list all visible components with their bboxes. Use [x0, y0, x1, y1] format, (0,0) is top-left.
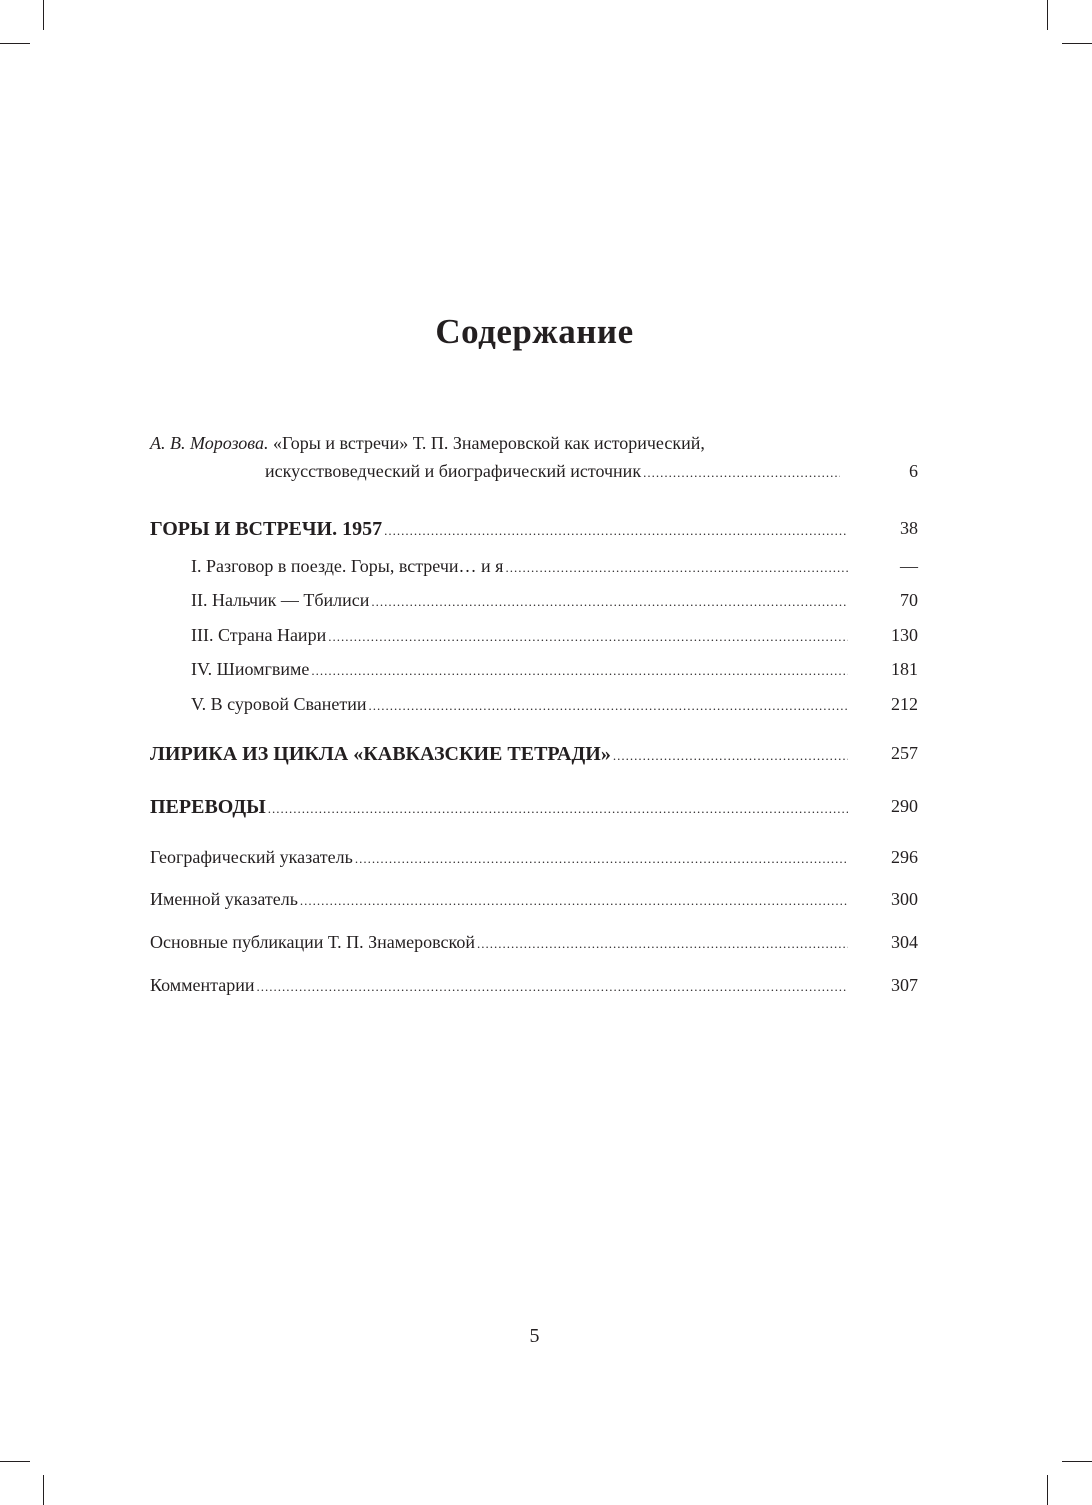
leader-dots — [371, 594, 848, 610]
toc-entry — [150, 694, 918, 724]
toc-entry — [150, 889, 918, 919]
crop-mark — [1047, 1475, 1048, 1505]
leader-dots — [643, 465, 840, 481]
toc-entry-label: ЛИРИКА ИЗ ЦИКЛА «КАВКАЗСКИЕ ТЕТРАДИ» — [150, 743, 611, 765]
leader-dots — [477, 936, 848, 952]
crop-mark — [0, 1461, 30, 1462]
crop-mark — [43, 0, 44, 30]
toc-entry — [150, 518, 918, 548]
toc-entry-label: ПЕРЕВОДЫ — [150, 796, 266, 818]
toc-entry-page: 38 — [900, 518, 918, 538]
toc-entry-page: 300 — [891, 889, 918, 909]
toc-entry-page: 257 — [891, 743, 918, 763]
toc-entry — [150, 932, 918, 962]
toc-intro-title: «Горы и встречи» Т. П. Знамеровской как исторический, — [272, 433, 705, 453]
toc-entry-label: Географический указатель — [150, 847, 353, 867]
toc-intro-author: А. В. Морозова. — [150, 433, 269, 453]
toc-entry — [150, 796, 918, 826]
toc-intro-entry — [150, 433, 920, 481]
toc-entry-label: I. Разговор в поезде. Горы, встречи… и я — [191, 556, 504, 576]
leader-dots — [328, 629, 848, 645]
toc-intro-line1 — [150, 433, 920, 454]
toc-entry-page: 70 — [900, 590, 918, 610]
toc-entry-page: 130 — [891, 625, 918, 645]
leader-dots — [311, 663, 848, 679]
crop-mark — [43, 1475, 44, 1505]
toc-entry — [150, 847, 918, 877]
crop-mark — [1062, 1461, 1092, 1462]
toc-entry-page: 307 — [891, 975, 918, 995]
toc-entry-label: II. Нальчик — Тбилиси — [191, 590, 370, 610]
toc-entry — [150, 743, 918, 773]
crop-mark — [1062, 43, 1092, 44]
toc-entry-page: 304 — [891, 932, 918, 952]
leader-dots — [355, 851, 848, 867]
toc-intro-page: 6 — [909, 461, 918, 481]
toc-entry — [150, 625, 918, 655]
page-number: 5 — [529, 1325, 540, 1347]
toc-entry-label: Комментарии — [150, 975, 255, 995]
toc-entry-label: V. В суровой Сванетии — [191, 694, 367, 714]
leader-dots — [257, 979, 848, 995]
leader-dots — [300, 893, 848, 909]
toc-entry — [150, 659, 918, 689]
toc-entry-label: IV. Шиомгвиме — [191, 659, 310, 679]
toc-entry-label: ГОРЫ И ВСТРЕЧИ. 1957 — [150, 518, 383, 540]
toc-intro-subtitle: искусствоведческий и биографический источник — [265, 461, 642, 481]
leader-dots — [505, 560, 848, 576]
toc-entry-page: 296 — [891, 847, 918, 867]
page-title: Содержание — [435, 312, 634, 351]
toc-entry-page: 181 — [891, 659, 918, 679]
leader-dots — [368, 698, 848, 714]
leader-dots — [384, 523, 848, 539]
toc-entry-page: — — [900, 556, 918, 576]
leader-dots — [613, 748, 848, 764]
toc-entry-page: 212 — [891, 694, 918, 714]
leader-dots — [268, 801, 848, 817]
crop-mark — [0, 43, 30, 44]
toc-intro-line2 — [265, 461, 840, 482]
toc-entry — [150, 590, 918, 620]
toc-entry-label: Основные публикации Т. П. Знамеровской — [150, 932, 475, 952]
toc-entry — [150, 556, 918, 586]
toc-entry-label: III. Страна Наири — [191, 625, 327, 645]
toc-entry-page: 290 — [891, 796, 918, 816]
crop-mark — [1047, 0, 1048, 30]
toc-entry — [150, 975, 918, 1005]
toc-entry-label: Именной указатель — [150, 889, 298, 909]
